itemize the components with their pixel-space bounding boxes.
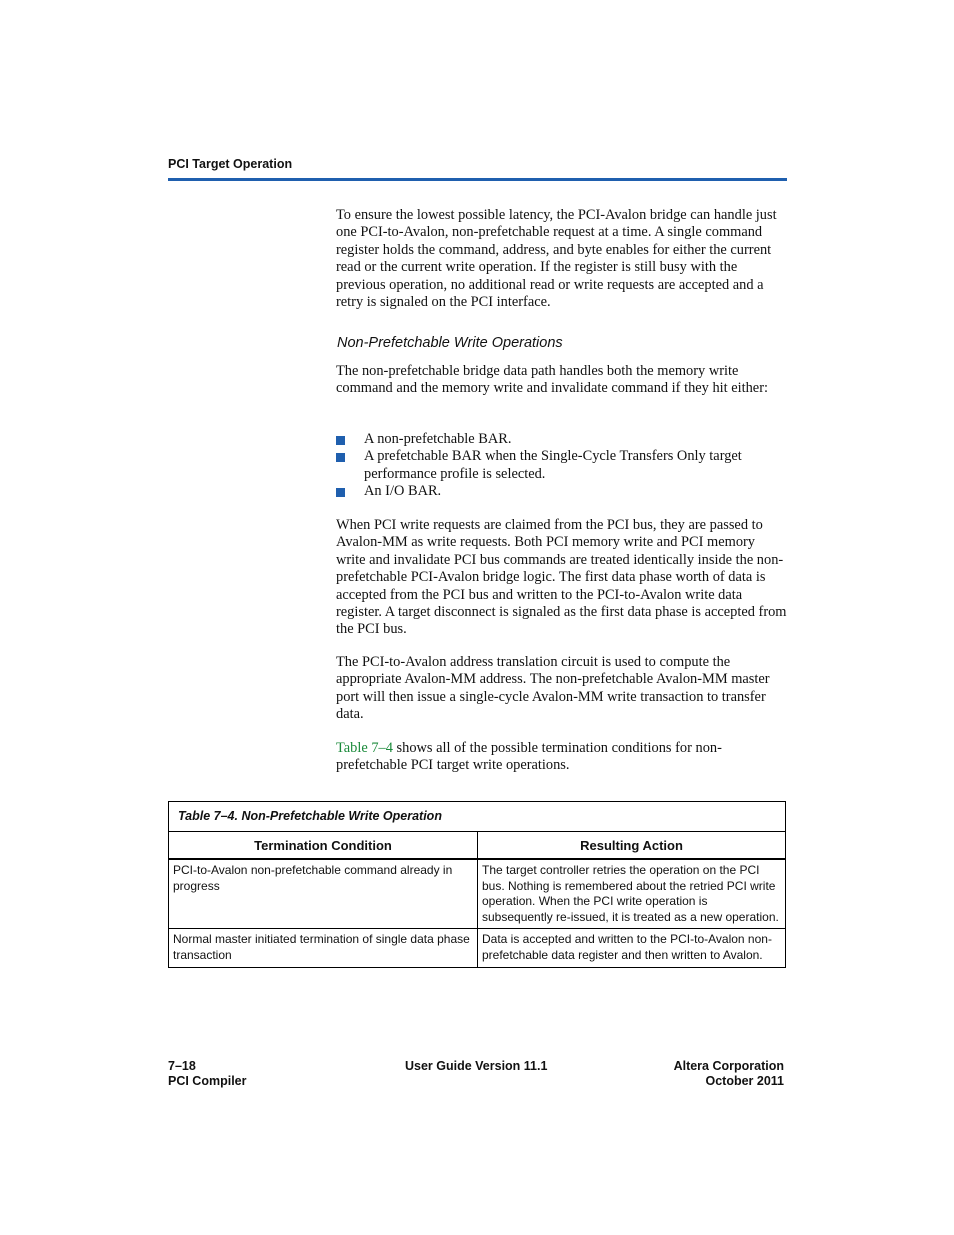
running-header: PCI Target Operation	[168, 157, 293, 171]
header-rule	[168, 178, 787, 181]
paragraph-4: The PCI-to-Avalon address translation circuit is used to compute the appropriate Avalon-MM address. The non-prefetchable Avalon-MM master port will then issue a single-cycle Avalon-MM write transaction to transfer data.	[336, 654, 770, 723]
table-cell: PCI-to-Avalon non-prefetchable command already in progress	[169, 859, 478, 929]
bullet-square-icon	[336, 453, 345, 462]
table-caption: Table 7–4. Non-Prefetchable Write Operation	[169, 802, 786, 832]
termination-table	[168, 801, 786, 968]
product-name: PCI Compiler	[168, 1074, 247, 1088]
bullet-square-icon	[336, 488, 345, 497]
table-cell: Data is accepted and written to the PCI-to-Avalon non-prefetchable data register and then written to Avalon.	[478, 929, 786, 968]
list-item: A prefetchable BAR when the Single-Cycle Transfers Only target performance profile is selected.	[336, 448, 788, 483]
bullet-square-icon	[336, 436, 345, 445]
table-cell: Normal master initiated termination of single data phase transaction	[169, 929, 478, 968]
intro-paragraph: To ensure the lowest possible latency, the PCI-Avalon bridge can handle just one PCI-to-Avalon, non-prefetchable request at a time. A single command register holds the command, address, and byte enables for either the current read or the current write operation. If the register is still busy with the previous operation, no additional read or write requests are accepted and a retry is signaled on the PCI interface.	[336, 207, 777, 311]
paragraph-5: Table 7–4 shows all of the possible termination conditions for non-prefetchable PCI target write operations.	[336, 740, 722, 774]
page-number: 7–18	[168, 1059, 196, 1073]
column-header: Termination Condition	[169, 832, 478, 860]
table-row	[169, 859, 786, 929]
paragraph-2: The non-prefetchable bridge data path handles both the memory write command and the memory write and invalidate command if they hit either:	[336, 363, 768, 397]
company-name: Altera Corporation	[673, 1059, 784, 1073]
list-item: A non-prefetchable BAR.	[336, 431, 788, 448]
publication-date: October 2011	[705, 1074, 784, 1088]
guide-version: User Guide Version 11.1	[405, 1059, 548, 1073]
table-cell: The target controller retries the operation on the PCI bus. Nothing is remembered about the retried PCI write operation. When the PCI write operation is subsequently re-issued, it is treated as a new operation.	[478, 859, 786, 929]
paragraph-3: When PCI write requests are claimed from the PCI bus, they are passed to Avalon-MM as write requests. Both PCI memory write and PCI memory write and invalidate PCI bus commands are treated identically inside the non-prefetchable PCI-Avalon bridge logic. The first data phase worth of data is accepted from the PCI bus and written to the PCI-to-Avalon write data register. A target disconnect is signaled as the first data phase is accepted from the PCI bus.	[336, 517, 787, 638]
bullet-list	[336, 431, 788, 501]
footer-right	[674, 1059, 784, 1089]
column-header: Resulting Action	[478, 832, 786, 860]
table-reference-link[interactable]: Table 7–4	[336, 740, 393, 756]
footer-left	[168, 1059, 247, 1089]
table-row	[169, 929, 786, 968]
section-subheading: Non-Prefetchable Write Operations	[337, 335, 563, 351]
list-item: An I/O BAR.	[336, 483, 788, 500]
